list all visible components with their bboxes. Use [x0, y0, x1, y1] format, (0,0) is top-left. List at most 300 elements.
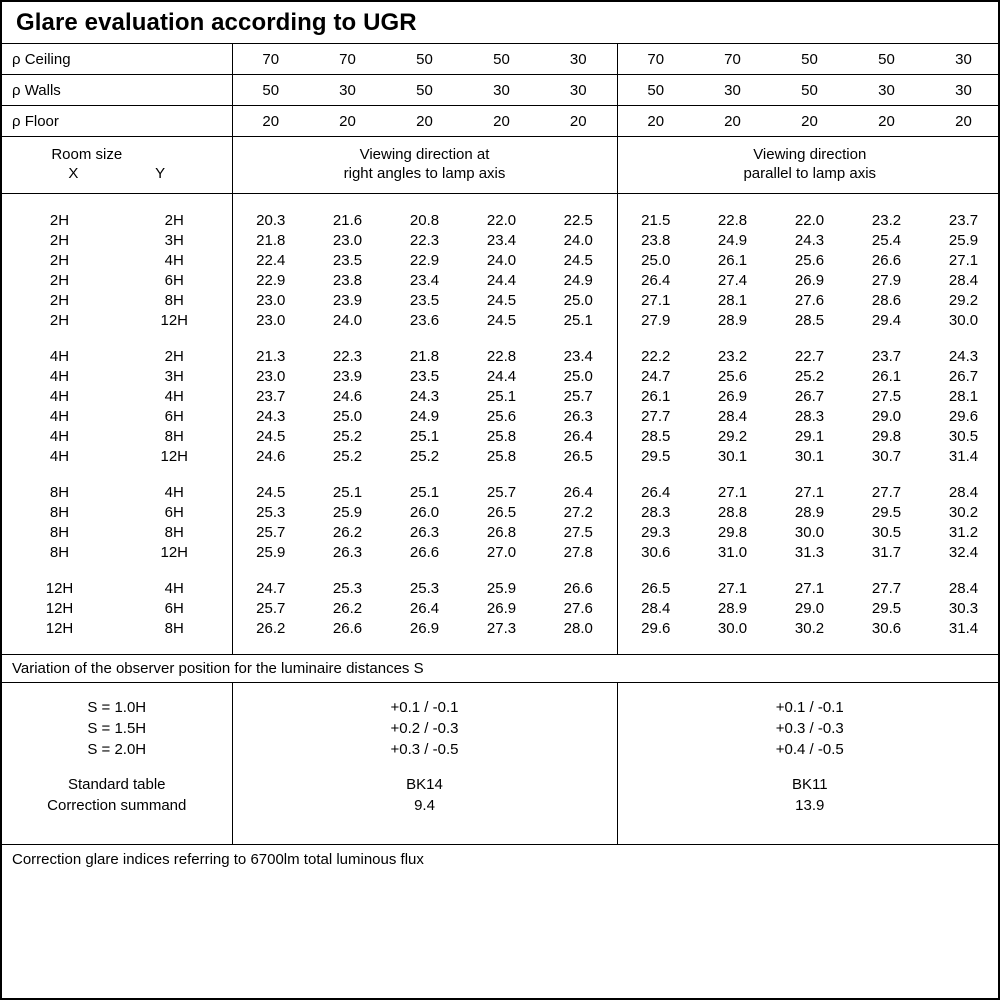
spacer-cell [2, 194, 117, 210]
cell-ugr-perpendicular: 23.0 [332, 231, 363, 249]
cell-room-x: 2H [49, 271, 70, 289]
spacer-cell [617, 330, 694, 346]
spacer-cell [463, 466, 540, 482]
cell-ugr-perpendicular: 26.4 [563, 483, 593, 501]
cell-ugr-perpendicular: 25.9 [232, 542, 309, 562]
gap4-cell-2 [232, 830, 617, 844]
table-group-spacer [2, 330, 1000, 346]
cell-ugr-parallel: 30.0 [794, 523, 825, 541]
cell-ugr-parallel: 30.2 [794, 619, 825, 637]
cell-ugr-parallel: 29.3 [617, 522, 694, 542]
cell-ugr-parallel: 29.2 [948, 291, 979, 309]
cell-ugr-perpendicular: 22.3 [332, 347, 363, 365]
spacer-cell [617, 638, 694, 655]
cell-ugr-parallel: 30.7 [871, 447, 902, 465]
cell-ugr-parallel: 30.1 [794, 447, 825, 465]
cell-ugr-perpendicular: 24.9 [563, 271, 593, 289]
spacer-cell [771, 638, 848, 655]
variation-row-2 [2, 718, 1000, 739]
table-row [2, 502, 1000, 522]
table-row [2, 290, 1000, 310]
spacer-cell [694, 194, 771, 210]
spacer-cell [2, 638, 117, 655]
cell-ugr-parallel: 26.5 [617, 578, 694, 598]
cell-room-x: 2H [49, 311, 70, 329]
cell-ugr-parallel: 23.8 [617, 230, 694, 250]
cell-ugr-perpendicular: 22.9 [232, 270, 309, 290]
cell-ugr-perpendicular: 27.6 [563, 599, 593, 617]
cell-ugr-perpendicular: 26.5 [486, 503, 517, 521]
variation-row-1 [2, 697, 1000, 718]
cell-ugr-parallel: 28.4 [617, 598, 694, 618]
spacer-cell [694, 562, 771, 578]
cell-room-y: 12H [160, 543, 189, 561]
cell-ugr-parallel: 28.3 [617, 502, 694, 522]
footer-note-text: Correction glare indices referring to 6700lm total luminous flux [12, 851, 424, 868]
cell-walls-1: 50 [232, 75, 309, 106]
cell-ugr-perpendicular: 21.8 [232, 230, 309, 250]
cell-ugr-perpendicular: 26.2 [332, 599, 363, 617]
table-row [2, 210, 1000, 230]
cell-ugr-parallel: 29.8 [717, 523, 748, 541]
table-row [2, 250, 1000, 270]
spacer-cell [925, 194, 1000, 210]
table-group-spacer [2, 638, 1000, 655]
cell-ugr-parallel: 27.9 [617, 310, 694, 330]
cell-ugr-perpendicular: 25.3 [409, 579, 440, 597]
cell-ugr-perpendicular: 24.0 [486, 251, 517, 269]
viewing-direction-header [2, 137, 1000, 194]
cell-room-x: 4H [49, 447, 70, 465]
cell-room-x: 4H [49, 427, 70, 445]
cell-ugr-parallel: 26.1 [717, 251, 748, 269]
spacer-cell [848, 638, 925, 655]
cell-walls-10: 30 [925, 75, 1000, 106]
cell-ugr-parallel: 28.4 [948, 579, 979, 597]
cell-ugr-parallel: 29.6 [617, 618, 694, 638]
cell-ugr-parallel: 28.8 [717, 503, 748, 521]
cell-ugr-perpendicular: 25.7 [486, 483, 517, 501]
correction-summand-par: 13.9 [617, 795, 1000, 816]
cell-room-x: 2H [49, 211, 70, 229]
cell-ugr-perpendicular: 22.0 [486, 211, 517, 229]
correction-summand-row [2, 795, 1000, 816]
cell-ugr-perpendicular: 26.3 [409, 523, 440, 541]
cell-ugr-perpendicular: 23.6 [409, 311, 440, 329]
viewing-parallel-line1: Viewing direction [753, 146, 867, 164]
cell-room-x: 8H [49, 503, 70, 521]
cell-ceiling-10: 30 [925, 44, 1000, 75]
spacer-cell [694, 638, 771, 655]
row-label-walls: ρ Walls [2, 75, 232, 106]
cell-ugr-parallel: 29.1 [794, 427, 825, 445]
cell-ugr-perpendicular: 26.9 [486, 599, 517, 617]
viewing-perpendicular-line2: right angles to lamp axis [343, 165, 506, 182]
table-row [2, 426, 1000, 446]
cell-ceiling-2: 70 [309, 44, 386, 75]
cell-ugr-perpendicular: 23.5 [332, 251, 363, 269]
cell-ugr-parallel: 23.7 [871, 347, 902, 365]
cell-ugr-perpendicular: 22.4 [232, 250, 309, 270]
row-label-ceiling: ρ Ceiling [2, 44, 232, 75]
cell-ugr-parallel: 31.7 [871, 543, 902, 561]
spacer-cell [771, 194, 848, 210]
cell-ugr-parallel: 28.4 [948, 271, 979, 289]
table-row [2, 598, 1000, 618]
cell-room-y: 3H [164, 231, 184, 249]
cell-walls-2: 30 [309, 75, 386, 106]
cell-ugr-perpendicular: 23.4 [486, 231, 517, 249]
cell-ugr-perpendicular: 25.2 [409, 447, 440, 465]
spacer-cell [386, 194, 463, 210]
cell-ugr-parallel: 27.5 [871, 387, 902, 405]
cell-ugr-perpendicular: 24.0 [332, 311, 363, 329]
spacer-cell [617, 194, 694, 210]
spacer-cell [925, 638, 1000, 655]
cell-ugr-perpendicular: 26.2 [332, 523, 363, 541]
cell-ugr-parallel: 28.3 [794, 407, 825, 425]
cell-ugr-parallel: 31.0 [717, 543, 748, 561]
spacer-cell [848, 562, 925, 578]
cell-ugr-parallel: 23.7 [948, 211, 979, 229]
room-size-y-label: Y [155, 165, 166, 182]
cell-floor-9: 20 [848, 106, 925, 137]
correction-summand-perp: 9.4 [232, 795, 617, 816]
cell-ugr-parallel: 27.7 [871, 483, 902, 501]
cell-room-y: 2H [164, 347, 184, 365]
cell-room-x: 4H [49, 407, 70, 425]
spacer-cell [771, 466, 848, 482]
cell-ugr-parallel: 31.4 [948, 619, 979, 637]
variation-perp-3: +0.3 / -0.5 [232, 739, 617, 760]
cell-walls-8: 50 [771, 75, 848, 106]
cell-ceiling-3: 50 [386, 44, 463, 75]
spacer-cell [463, 194, 540, 210]
variation-note [2, 655, 998, 683]
cell-ugr-parallel: 30.5 [948, 427, 979, 445]
cell-ugr-perpendicular: 23.5 [409, 367, 440, 385]
cell-ugr-perpendicular: 25.0 [332, 407, 363, 425]
cell-room-y: 4H [164, 387, 184, 405]
gap3-cell-1 [2, 816, 232, 830]
page-title: Glare evaluation according to UGR [16, 8, 417, 36]
cell-ugr-parallel: 25.9 [948, 231, 979, 249]
cell-ugr-parallel: 29.5 [871, 503, 902, 521]
cell-ugr-parallel: 30.0 [948, 311, 979, 329]
reflectance-header-table [2, 44, 1000, 137]
cell-ugr-parallel: 28.9 [794, 503, 825, 521]
table-top-spacer [2, 194, 1000, 210]
spacer-cell [117, 466, 232, 482]
cell-ugr-perpendicular: 23.9 [332, 367, 363, 385]
gap4-cell-3 [617, 830, 1000, 844]
cell-ugr-perpendicular: 25.7 [232, 598, 309, 618]
cell-ugr-perpendicular: 23.4 [409, 271, 440, 289]
cell-ugr-parallel: 28.4 [717, 407, 748, 425]
viewing-perpendicular-header [232, 137, 617, 194]
cell-ugr-parallel: 32.4 [948, 543, 979, 561]
gap2-cell-3 [617, 760, 1000, 774]
gap4-cell-1 [2, 830, 232, 844]
spacer-cell [386, 638, 463, 655]
cell-ugr-perpendicular: 26.5 [563, 447, 593, 465]
cell-ugr-perpendicular: 26.0 [409, 503, 440, 521]
spacer-cell [2, 330, 117, 346]
cell-ugr-parallel: 23.2 [871, 211, 902, 229]
cell-ceiling-1: 70 [232, 44, 309, 75]
cell-ugr-perpendicular: 27.0 [486, 543, 517, 561]
cell-ugr-perpendicular: 23.0 [232, 310, 309, 330]
cell-floor-8: 20 [771, 106, 848, 137]
spacer-cell [309, 466, 386, 482]
gap2-cell-2 [232, 760, 617, 774]
cell-ugr-perpendicular: 24.4 [486, 271, 517, 289]
cell-ugr-perpendicular: 22.5 [563, 211, 593, 229]
spacer-cell [848, 466, 925, 482]
cell-room-y: 8H [164, 291, 184, 309]
cell-ugr-perpendicular: 24.7 [232, 578, 309, 598]
cell-ugr-perpendicular: 26.6 [409, 543, 440, 561]
cell-ugr-parallel: 29.8 [871, 427, 902, 445]
cell-ugr-perpendicular: 24.5 [486, 291, 517, 309]
cell-ugr-perpendicular: 24.9 [409, 407, 440, 425]
cell-ugr-parallel: 31.4 [948, 447, 979, 465]
standard-table-par: BK11 [617, 774, 1000, 795]
cell-ugr-perpendicular: 26.3 [332, 543, 363, 561]
cell-room-y: 6H [164, 271, 184, 289]
spacer-cell [386, 330, 463, 346]
standard-table-row [2, 774, 1000, 795]
variation-par-3: +0.4 / -0.5 [617, 739, 1000, 760]
cell-walls-9: 30 [848, 75, 925, 106]
cell-ugr-perpendicular: 27.8 [563, 543, 593, 561]
table-row [2, 270, 1000, 290]
cell-ceiling-7: 70 [694, 44, 771, 75]
variation-perp-2: +0.2 / -0.3 [232, 718, 617, 739]
cell-ugr-parallel: 29.4 [871, 311, 902, 329]
row-label-floor: ρ Floor [2, 106, 232, 137]
cell-room-x: 8H [49, 483, 70, 501]
cell-ugr-parallel: 24.3 [794, 231, 825, 249]
spacer-cell [617, 466, 694, 482]
cell-ugr-perpendicular: 21.6 [332, 211, 363, 229]
variation-label-3: S = 2.0H [87, 741, 147, 758]
cell-ugr-parallel: 21.5 [617, 210, 694, 230]
spacer-cell [463, 330, 540, 346]
room-size-label: Room size [51, 146, 123, 164]
table-group-spacer [2, 562, 1000, 578]
spacer-cell [540, 562, 617, 578]
cell-ugr-parallel: 28.6 [871, 291, 902, 309]
cell-ugr-perpendicular: 26.2 [232, 618, 309, 638]
spacer-cell [540, 466, 617, 482]
cell-ugr-parallel: 26.7 [794, 387, 825, 405]
page-title-bar [2, 2, 998, 44]
cell-ugr-perpendicular: 24.5 [563, 251, 593, 269]
cell-ugr-perpendicular: 25.1 [409, 483, 440, 501]
cell-ugr-parallel: 28.9 [717, 599, 748, 617]
cell-ugr-perpendicular: 25.8 [486, 427, 517, 445]
cell-ceiling-4: 50 [463, 44, 540, 75]
cell-floor-7: 20 [694, 106, 771, 137]
spacer-cell [117, 638, 232, 655]
spacer-cell [232, 466, 309, 482]
cell-walls-6: 50 [617, 75, 694, 106]
variation-perp-1: +0.1 / -0.1 [232, 697, 617, 718]
gap3-cell-2 [232, 816, 617, 830]
cell-ugr-parallel: 29.5 [871, 599, 902, 617]
cell-ugr-perpendicular: 24.5 [486, 311, 517, 329]
cell-ugr-perpendicular: 25.6 [486, 407, 517, 425]
cell-ugr-perpendicular: 24.0 [563, 231, 593, 249]
cell-ugr-perpendicular: 27.3 [486, 619, 517, 637]
cell-ugr-perpendicular: 20.8 [409, 211, 440, 229]
cell-ugr-parallel: 31.2 [948, 523, 979, 541]
spacer-cell [309, 638, 386, 655]
table-row [2, 406, 1000, 426]
cell-ugr-parallel: 26.1 [871, 367, 902, 385]
cell-walls-3: 50 [386, 75, 463, 106]
cell-ugr-perpendicular: 23.7 [232, 386, 309, 406]
table-row-ceiling [2, 44, 1000, 75]
spacer-cell [232, 330, 309, 346]
spacer-cell [540, 330, 617, 346]
cell-room-y: 6H [164, 599, 184, 617]
spacer-cell [117, 194, 232, 210]
cell-ugr-parallel: 27.1 [617, 290, 694, 310]
cell-ugr-perpendicular: 21.3 [232, 346, 309, 366]
cell-ugr-parallel: 22.8 [717, 211, 748, 229]
spacer-cell [540, 194, 617, 210]
cell-room-x: 2H [49, 251, 70, 269]
spacer-cell [694, 330, 771, 346]
cell-ugr-parallel: 26.1 [617, 386, 694, 406]
cell-ugr-perpendicular: 25.1 [409, 427, 440, 445]
cell-ugr-perpendicular: 24.4 [486, 367, 517, 385]
cell-ugr-perpendicular: 23.5 [409, 291, 440, 309]
cell-ugr-perpendicular: 23.0 [232, 366, 309, 386]
cell-ugr-parallel: 26.7 [948, 367, 979, 385]
gap3-cell-3 [617, 816, 1000, 830]
cell-floor-5: 20 [540, 106, 617, 137]
cell-ugr-perpendicular: 25.0 [563, 367, 593, 385]
cell-room-y: 8H [164, 619, 184, 637]
standard-table-label: Standard table [67, 776, 166, 793]
table-row [2, 618, 1000, 638]
variation-gap-row [2, 683, 1000, 697]
cell-ugr-perpendicular: 25.2 [332, 427, 363, 445]
cell-room-y: 3H [164, 367, 184, 385]
cell-ugr-perpendicular: 26.6 [332, 619, 363, 637]
cell-walls-4: 30 [463, 75, 540, 106]
cell-ugr-perpendicular: 25.1 [332, 483, 363, 501]
cell-floor-2: 20 [309, 106, 386, 137]
cell-ugr-perpendicular: 25.3 [232, 502, 309, 522]
viewing-parallel-header [617, 137, 1000, 194]
cell-ugr-parallel: 30.6 [617, 542, 694, 562]
cell-room-x: 4H [49, 347, 70, 365]
variation-note-text: Variation of the observer position for the luminaire distances S [12, 660, 424, 677]
room-size-header [2, 137, 232, 194]
cell-room-y: 8H [164, 523, 184, 541]
cell-ugr-parallel: 30.1 [717, 447, 748, 465]
cell-room-y: 4H [164, 251, 184, 269]
cell-room-y: 12H [160, 311, 189, 329]
cell-ugr-parallel: 24.3 [948, 347, 979, 365]
cell-room-x: 8H [49, 543, 70, 561]
cell-ugr-perpendicular: 25.9 [332, 503, 363, 521]
cell-ugr-perpendicular: 27.5 [563, 523, 593, 541]
cell-ugr-perpendicular: 23.0 [232, 290, 309, 310]
cell-room-x: 4H [49, 387, 70, 405]
cell-ugr-perpendicular: 21.8 [409, 347, 440, 365]
spacer-cell [386, 466, 463, 482]
viewing-direction-row [2, 137, 1000, 194]
cell-ugr-perpendicular: 27.2 [563, 503, 593, 521]
cell-ceiling-5: 30 [540, 44, 617, 75]
table-row-floor [2, 106, 1000, 137]
cell-ugr-perpendicular: 22.3 [409, 231, 440, 249]
cell-room-y: 12H [160, 447, 189, 465]
table-row [2, 522, 1000, 542]
table-row [2, 386, 1000, 406]
spacer-cell [2, 466, 117, 482]
spacer-cell [309, 330, 386, 346]
cell-ugr-perpendicular: 26.8 [486, 523, 517, 541]
cell-ugr-perpendicular: 24.3 [232, 406, 309, 426]
cell-ugr-perpendicular: 25.2 [332, 447, 363, 465]
cell-ugr-perpendicular: 22.8 [486, 347, 517, 365]
cell-floor-10: 20 [925, 106, 1000, 137]
table-row-walls [2, 75, 1000, 106]
cell-room-y: 6H [164, 503, 184, 521]
cell-ugr-parallel: 27.1 [794, 483, 825, 501]
cell-ugr-perpendicular: 23.4 [563, 347, 593, 365]
cell-room-y: 4H [164, 579, 184, 597]
cell-ugr-perpendicular: 22.9 [409, 251, 440, 269]
cell-ugr-perpendicular: 26.4 [409, 599, 440, 617]
spacer-cell [617, 562, 694, 578]
spacer-cell [117, 562, 232, 578]
cell-ugr-parallel: 28.9 [717, 311, 748, 329]
cell-ugr-parallel: 22.0 [794, 211, 825, 229]
cell-ugr-parallel: 23.2 [717, 347, 748, 365]
ugr-data-table [2, 194, 1000, 655]
table-row [2, 578, 1000, 598]
spacer-cell [309, 562, 386, 578]
variation-gap-row-4 [2, 830, 1000, 844]
viewing-parallel-line2: parallel to lamp axis [743, 165, 877, 182]
cell-ugr-parallel: 26.6 [871, 251, 902, 269]
cell-ugr-parallel: 29.0 [871, 407, 902, 425]
cell-ugr-parallel: 27.1 [948, 251, 979, 269]
cell-ugr-parallel: 25.0 [617, 250, 694, 270]
cell-ugr-parallel: 29.6 [948, 407, 979, 425]
cell-ugr-parallel: 26.9 [717, 387, 748, 405]
table-row [2, 346, 1000, 366]
cell-ugr-parallel: 30.0 [717, 619, 748, 637]
variation-label-2: S = 1.5H [87, 720, 147, 737]
cell-ugr-parallel: 28.5 [794, 311, 825, 329]
cell-ugr-perpendicular: 25.1 [486, 387, 517, 405]
room-size-x-label: X [68, 165, 79, 182]
cell-room-x: 8H [49, 523, 70, 541]
cell-ugr-perpendicular: 26.6 [563, 579, 593, 597]
cell-ugr-parallel: 26.4 [617, 482, 694, 502]
variation-par-1: +0.1 / -0.1 [617, 697, 1000, 718]
cell-ugr-parallel: 25.6 [717, 367, 748, 385]
cell-ceiling-8: 50 [771, 44, 848, 75]
